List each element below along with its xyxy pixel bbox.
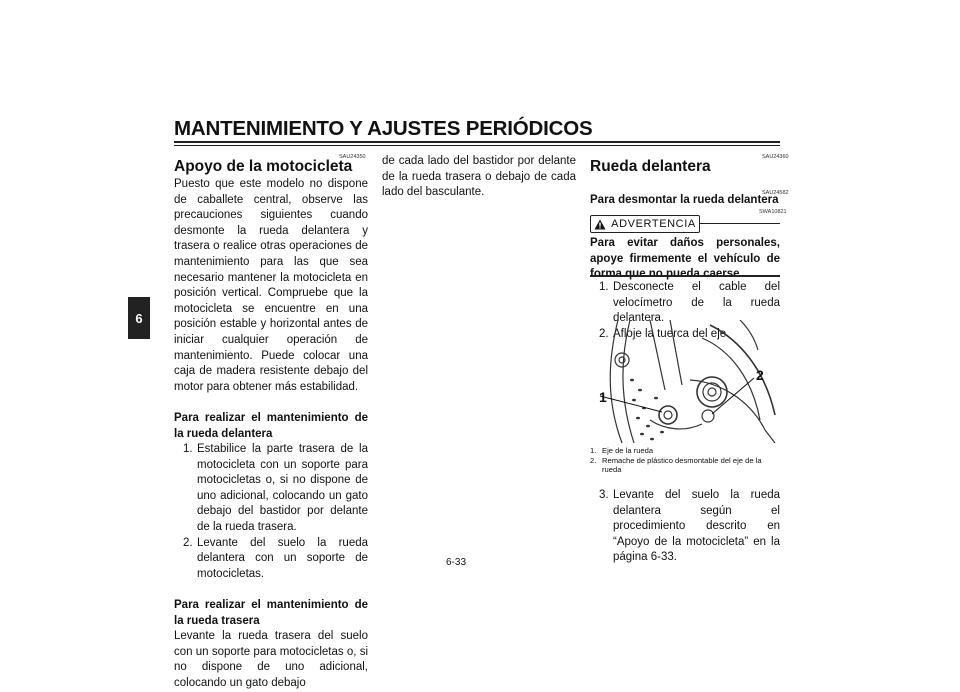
warning-text: Para evitar daños personales, apoye firmemente el vehículo de bbox=[590, 237, 780, 265]
caption-item bbox=[590, 446, 780, 456]
figure-captions bbox=[590, 446, 780, 475]
section-code: SAU24360 bbox=[762, 154, 789, 160]
callout-1: 1 bbox=[599, 389, 607, 405]
section-code: SAU24350 bbox=[339, 154, 366, 160]
step-number: 1. bbox=[599, 281, 609, 293]
middle-paragraph: de cada lado del bastidor por delante de la rueda trasera o debajo de cada lado del basculante. bbox=[382, 155, 576, 199]
step-text: Levante del suelo la rueda delantera con un soporte de motocicletas. bbox=[197, 536, 368, 580]
warning-label: ADVERTENCIA bbox=[611, 218, 696, 230]
remove-wheel-heading: Para desmontar la rueda delantera bbox=[590, 194, 779, 206]
subsection-code: SAU24582 bbox=[762, 190, 789, 196]
front-wheel-heading: Para realizar el mantenimiento de la rueda delantera bbox=[174, 411, 368, 440]
caption-text: Eje de la rueda bbox=[602, 446, 654, 455]
warning-rule bbox=[700, 223, 780, 224]
section-title-rueda: Rueda delantera bbox=[590, 158, 711, 175]
caption-number: 1. bbox=[590, 446, 597, 455]
rear-wheel-heading: Para realizar el mantenimiento de la rueda trasera bbox=[174, 599, 368, 627]
front-axle-illustration bbox=[590, 320, 780, 443]
step-number: 1. bbox=[183, 443, 193, 456]
step-text: Afloje la tuerca del eje. bbox=[613, 327, 730, 340]
page-header-title: MANTENIMIENTO Y AJUSTES PERIÓDICOS bbox=[174, 117, 593, 140]
chapter-tab: 6 bbox=[128, 297, 150, 339]
intro-paragraph: Puesto que este modelo no dispone de caballete central, observe las precauciones siguientes cuando desmonte la rueda delantera y trasera o realice otras operaciones de mantenimiento para las que sea necesario mantener la motocicleta en posición vertical. Compruebe que la motocicleta se encuentre en una posición estable y horizontal antes de iniciar cualquier operación de mantenimiento. Puede colocar una caja de madera resistente debajo del motor para obtener más estabilidad. bbox=[174, 178, 368, 393]
warning-code: SWA10821 bbox=[759, 209, 787, 215]
rear-paragraph: Levante la rueda trasera del suelo con un soporte para motocicletas o, si no dispone de uno adicional, colocando un gato debajo bbox=[174, 630, 368, 689]
list-item bbox=[590, 488, 780, 566]
left-column bbox=[174, 177, 368, 692]
warning-badge bbox=[590, 215, 700, 233]
step-number: 2. bbox=[183, 536, 193, 549]
step-number: 3. bbox=[599, 489, 609, 501]
caption-number: 2. bbox=[590, 455, 597, 465]
step-number: 2. bbox=[599, 327, 609, 340]
section-title-apoyo: Apoyo de la motocicleta bbox=[174, 158, 353, 175]
step-text: Desconecte el cable del velocímetro de la rueda delantera. bbox=[613, 281, 780, 325]
caption-item bbox=[590, 456, 780, 475]
caption-text: Remache de plástico desmontable del eje de la rueda bbox=[602, 455, 762, 475]
header-rule bbox=[174, 141, 780, 143]
page-number: 6-33 bbox=[446, 557, 467, 568]
remove-steps-list-2 bbox=[590, 488, 780, 566]
front-steps-list bbox=[174, 442, 368, 582]
header-rule-thin bbox=[174, 145, 780, 146]
step-text: Levante del suelo la rueda delantera según el procedimiento descrito en “Apoyo de la motocicleta” en la página 6-33. bbox=[613, 489, 780, 564]
list-item bbox=[174, 536, 368, 583]
warning-end-rule bbox=[590, 275, 780, 277]
step-text: Estabilice la parte trasera de la motocicleta con un soporte para motocicletas o, si no dispone de uno adicional, colocando un gato debajo del bastidor por delante de la rueda trasera. bbox=[197, 443, 368, 534]
middle-column bbox=[382, 154, 576, 201]
callout-2: 2 bbox=[756, 367, 764, 383]
warning-triangle-icon bbox=[594, 219, 606, 230]
right-steps-continued bbox=[590, 488, 780, 566]
list-item bbox=[174, 442, 368, 536]
